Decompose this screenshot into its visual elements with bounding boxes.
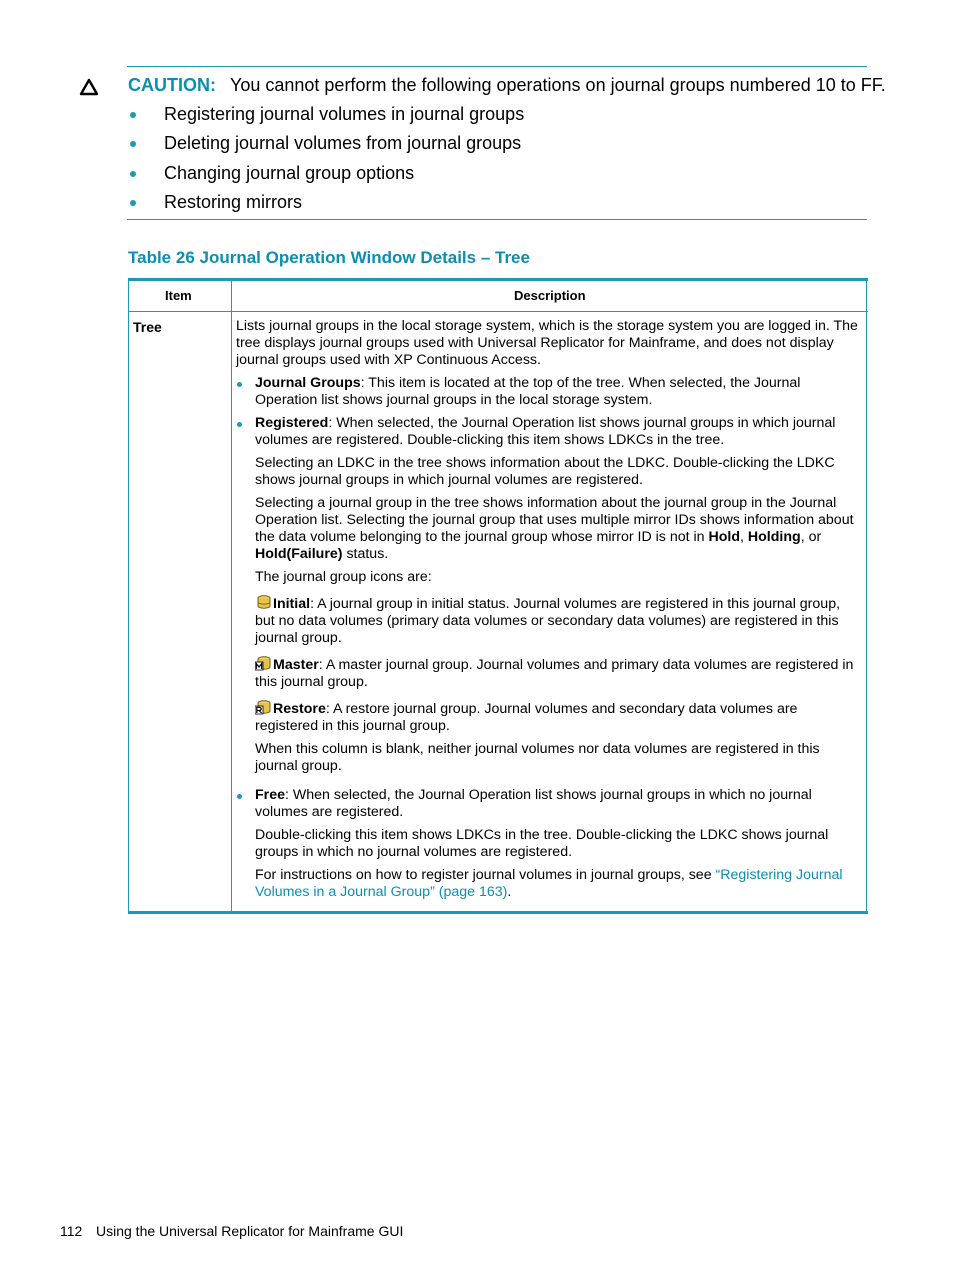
free-ldkc-text: Double-clicking this item shows LDKCs in the tree. Double-clicking the LDKC shows journal groups in which no journal volumes are registered. [255, 827, 829, 860]
free-text: : When selected, the Journal Operation list shows journal groups in which no journal volumes are registered. [255, 787, 812, 820]
journal-restore-icon [255, 700, 271, 715]
tree-intro: Lists journal groups in the local storage system, which is the storage system you are logged in. The tree displays journal groups used with Universal Replicator for Mainframe, and does not display journal groups used with XP Continuous Access. [236, 318, 858, 368]
term-master: Master [273, 657, 319, 673]
icons-intro: The journal group icons are: [255, 569, 432, 585]
details-table [128, 278, 868, 914]
caution-text: You cannot perform the following operations on journal groups numbered 10 to FF. [230, 75, 886, 95]
table-left-border [128, 281, 129, 911]
icon-master-desc [255, 656, 862, 691]
caution-icon [79, 78, 99, 96]
row-item-tree: Tree [133, 319, 162, 335]
table-right-border [866, 281, 867, 911]
header-item: Item [165, 288, 192, 303]
restore-text: : A restore journal group. Journal volumes and secondary data volumes are registered in this journal group. [255, 701, 798, 734]
free-instructions-text: For instructions on how to register journal volumes in journal groups, see [255, 867, 716, 883]
page-number: 112 [60, 1223, 83, 1239]
journal-groups-text: : This item is located at the top of the tree. When selected, the Journal Operation list shows journal groups in the local storage system. [255, 375, 801, 408]
term-restore: Restore [273, 701, 326, 717]
registered-text: : When selected, the Journal Operation list shows journal groups in which journal volumes are registered. Double-clicking this item shows LDKCs in the tree. [255, 415, 836, 448]
free-instructions [255, 867, 862, 901]
status-end: status. [342, 546, 389, 562]
list-item-journal-groups [236, 375, 862, 409]
master-text: : A master journal group. Journal volumes and primary data volumes are registered in this journal group. [255, 657, 854, 690]
footer-title: Using the Universal Replicator for Mainframe GUI [96, 1223, 404, 1239]
sep-1: , [740, 529, 748, 545]
list-item-registered [236, 415, 862, 775]
row-description [236, 318, 862, 907]
caution-list [128, 103, 524, 220]
term-journal-groups: Journal Groups [255, 375, 361, 391]
free-instructions-end: . [507, 884, 512, 900]
list-item-free [236, 787, 862, 901]
caution-label: CAUTION: [128, 75, 216, 95]
registered-ldkc-text: Selecting an LDKC in the tree shows information about the LDKC. Double-clicking the LDKC shows journal groups in which journal volumes are registered. [255, 455, 835, 488]
status-holding: Holding [747, 529, 801, 545]
top-rule [127, 66, 867, 67]
term-initial: Initial [273, 596, 311, 612]
term-free: Free [255, 787, 285, 803]
table-header-divider [128, 311, 868, 312]
status-hold-failure: Hold(Failure) [255, 546, 343, 562]
registering-journal-volumes-link[interactable]: “Registering Journal Volumes in a Journal Group” (page 163) [255, 867, 843, 900]
table-column-divider [231, 281, 232, 911]
term-registered: Registered [255, 415, 329, 431]
icon-restore-desc [255, 700, 862, 735]
status-hold: Hold [708, 529, 740, 545]
list-item: Restoring mirrors [128, 191, 524, 220]
sep-2: , or [800, 529, 822, 545]
page-footer [60, 1223, 403, 1239]
journal-master-icon [255, 656, 271, 671]
list-item: Registering journal volumes in journal groups [128, 103, 524, 132]
caution-bottom-rule [127, 219, 867, 220]
list-item: Changing journal group options [128, 162, 524, 191]
list-item: Deleting journal volumes from journal groups [128, 132, 524, 161]
tree-bullets [236, 375, 862, 901]
icon-initial-desc [255, 595, 862, 647]
header-description: Description [514, 288, 586, 303]
registered-p2-text: Selecting a journal group in the tree shows information about the journal group in the Journal Operation list. Selecting the journal group that uses multiple mirror IDs shows information about the data volume belonging to the journal group whose mirror ID is not in [255, 495, 854, 545]
table-title: Table 26 Journal Operation Window Details – Tree [128, 248, 530, 267]
initial-text: : A journal group in initial status. Journal volumes are registered in this journal group, but no data volumes (primary data volumes or secondary data volumes) are registered in this journal group. [255, 596, 841, 646]
blank-column-text: When this column is blank, neither journal volumes nor data volumes are registered in this journal group. [255, 741, 820, 774]
journal-initial-icon [255, 595, 271, 610]
registered-journal-group-text [255, 495, 862, 563]
